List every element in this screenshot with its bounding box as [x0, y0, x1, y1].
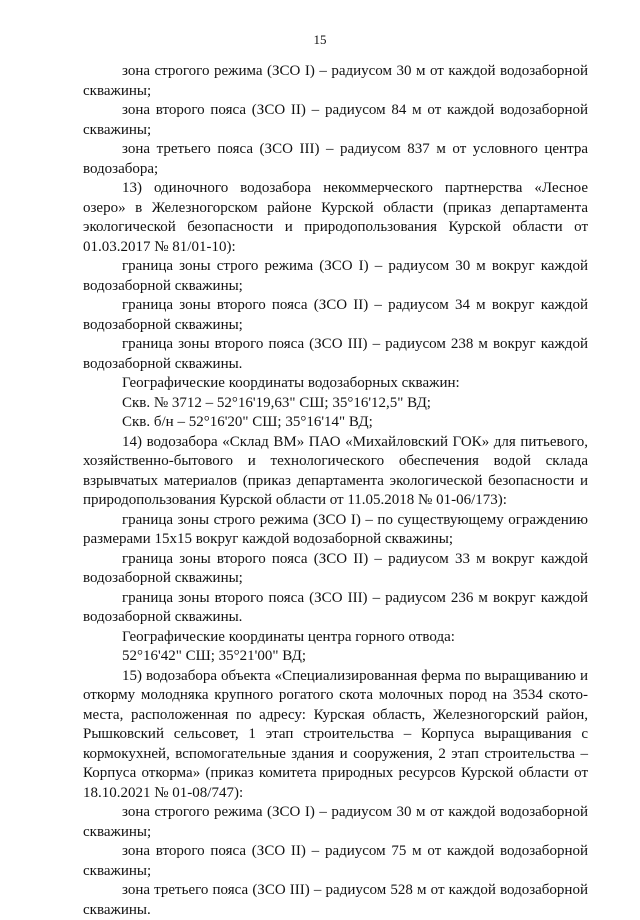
paragraph: 13) одиночного водозабора некоммерческого партнерства «Лесное озеро» в Железногорском районе Курской области (приказ департамента экологической безопасности и природопользования Курской области от 01.03.2017 № 81/01-10): [83, 180, 588, 255]
paragraph: зона строгого режима (ЗСО I) – радиусом 30 м от каждой водозаборной скважины; [83, 804, 588, 840]
paragraph: зона строгого режима (ЗСО I) – радиусом 30 м от каждой водозаборной скважины; [83, 63, 588, 99]
paragraph: граница зоны второго пояса (ЗСО III) – радиусом 238 м вокруг каждой водозаборной скважины. [83, 336, 588, 372]
paragraph: Скв. № 3712 – 52°16'19,63" СШ; 35°16'12,5" ВД; [122, 394, 431, 411]
paragraph: зона второго пояса (ЗСО II) – радиусом 84 м от каждой водозаборной скважины; [83, 102, 588, 138]
page-number: 15 [313, 32, 327, 47]
paragraph: зона второго пояса (ЗСО II) – радиусом 75 м от каждой водозаборной скважины; [83, 843, 588, 879]
paragraph: граница зоны второго пояса (ЗСО III) – радиусом 236 м вокруг каждой водозаборной скважины. [83, 589, 588, 625]
paragraph: 14) водозабора «Склад ВМ» ПАО «Михайловский ГОК» для питьевого, хозяйственно-бытового и технологического обеспечения водой склада взрывчатых материалов (приказ департамента экологической безопасности и природопользования Курской области от 11.05.2018 № 01-06/173): [83, 433, 588, 508]
document-body [83, 62, 588, 920]
paragraph: Скв. б/н – 52°16'20" СШ; 35°16'14" ВД; [122, 414, 373, 430]
paragraph: граница зоны строго режима (ЗСО I) – по существующему ограждению размерами 15х15 вокруг каждой водозаборной скважины; [83, 511, 588, 547]
paragraph: Географические координаты центра горного отвода: [122, 628, 455, 645]
paragraph: Географические координаты водозаборных скважин: [122, 375, 460, 391]
paragraph: зона третьего пояса (ЗСО III) – радиусом 528 м от каждой водозаборной скважины. [83, 882, 588, 918]
paragraph: 52°16'42" СШ; 35°21'00" ВД; [122, 648, 307, 664]
paragraph: зона третьего пояса (ЗСО III) – радиусом 837 м от условного центра водозабора; [83, 141, 588, 177]
paragraph: граница зоны строго режима (ЗСО I) – радиусом 30 м вокруг каждой водозаборной скважины; [83, 258, 588, 294]
paragraph: 15) водозабора объекта «Специализированная ферма по выращиванию и откорму молодняка крупного рогатого скота молочных пород на 3534 ското-места, расположенная по адресу: Курская область, Железногорский район, Рышковский сельсовет, 1 этап строительства – Корпуса выращивания с кормокухней, вспомогательные здания и сооружения, 2 этап строительства – Корпуса откорма» (приказ комитета природных ресурсов Курской области от 18.10.2021 № 01-08/747): [83, 667, 588, 801]
paragraph: граница зоны второго пояса (ЗСО II) – радиусом 34 м вокруг каждой водозаборной скважины; [83, 297, 588, 333]
paragraph: граница зоны второго пояса (ЗСО II) – радиусом 33 м вокруг каждой водозаборной скважины; [83, 550, 588, 586]
